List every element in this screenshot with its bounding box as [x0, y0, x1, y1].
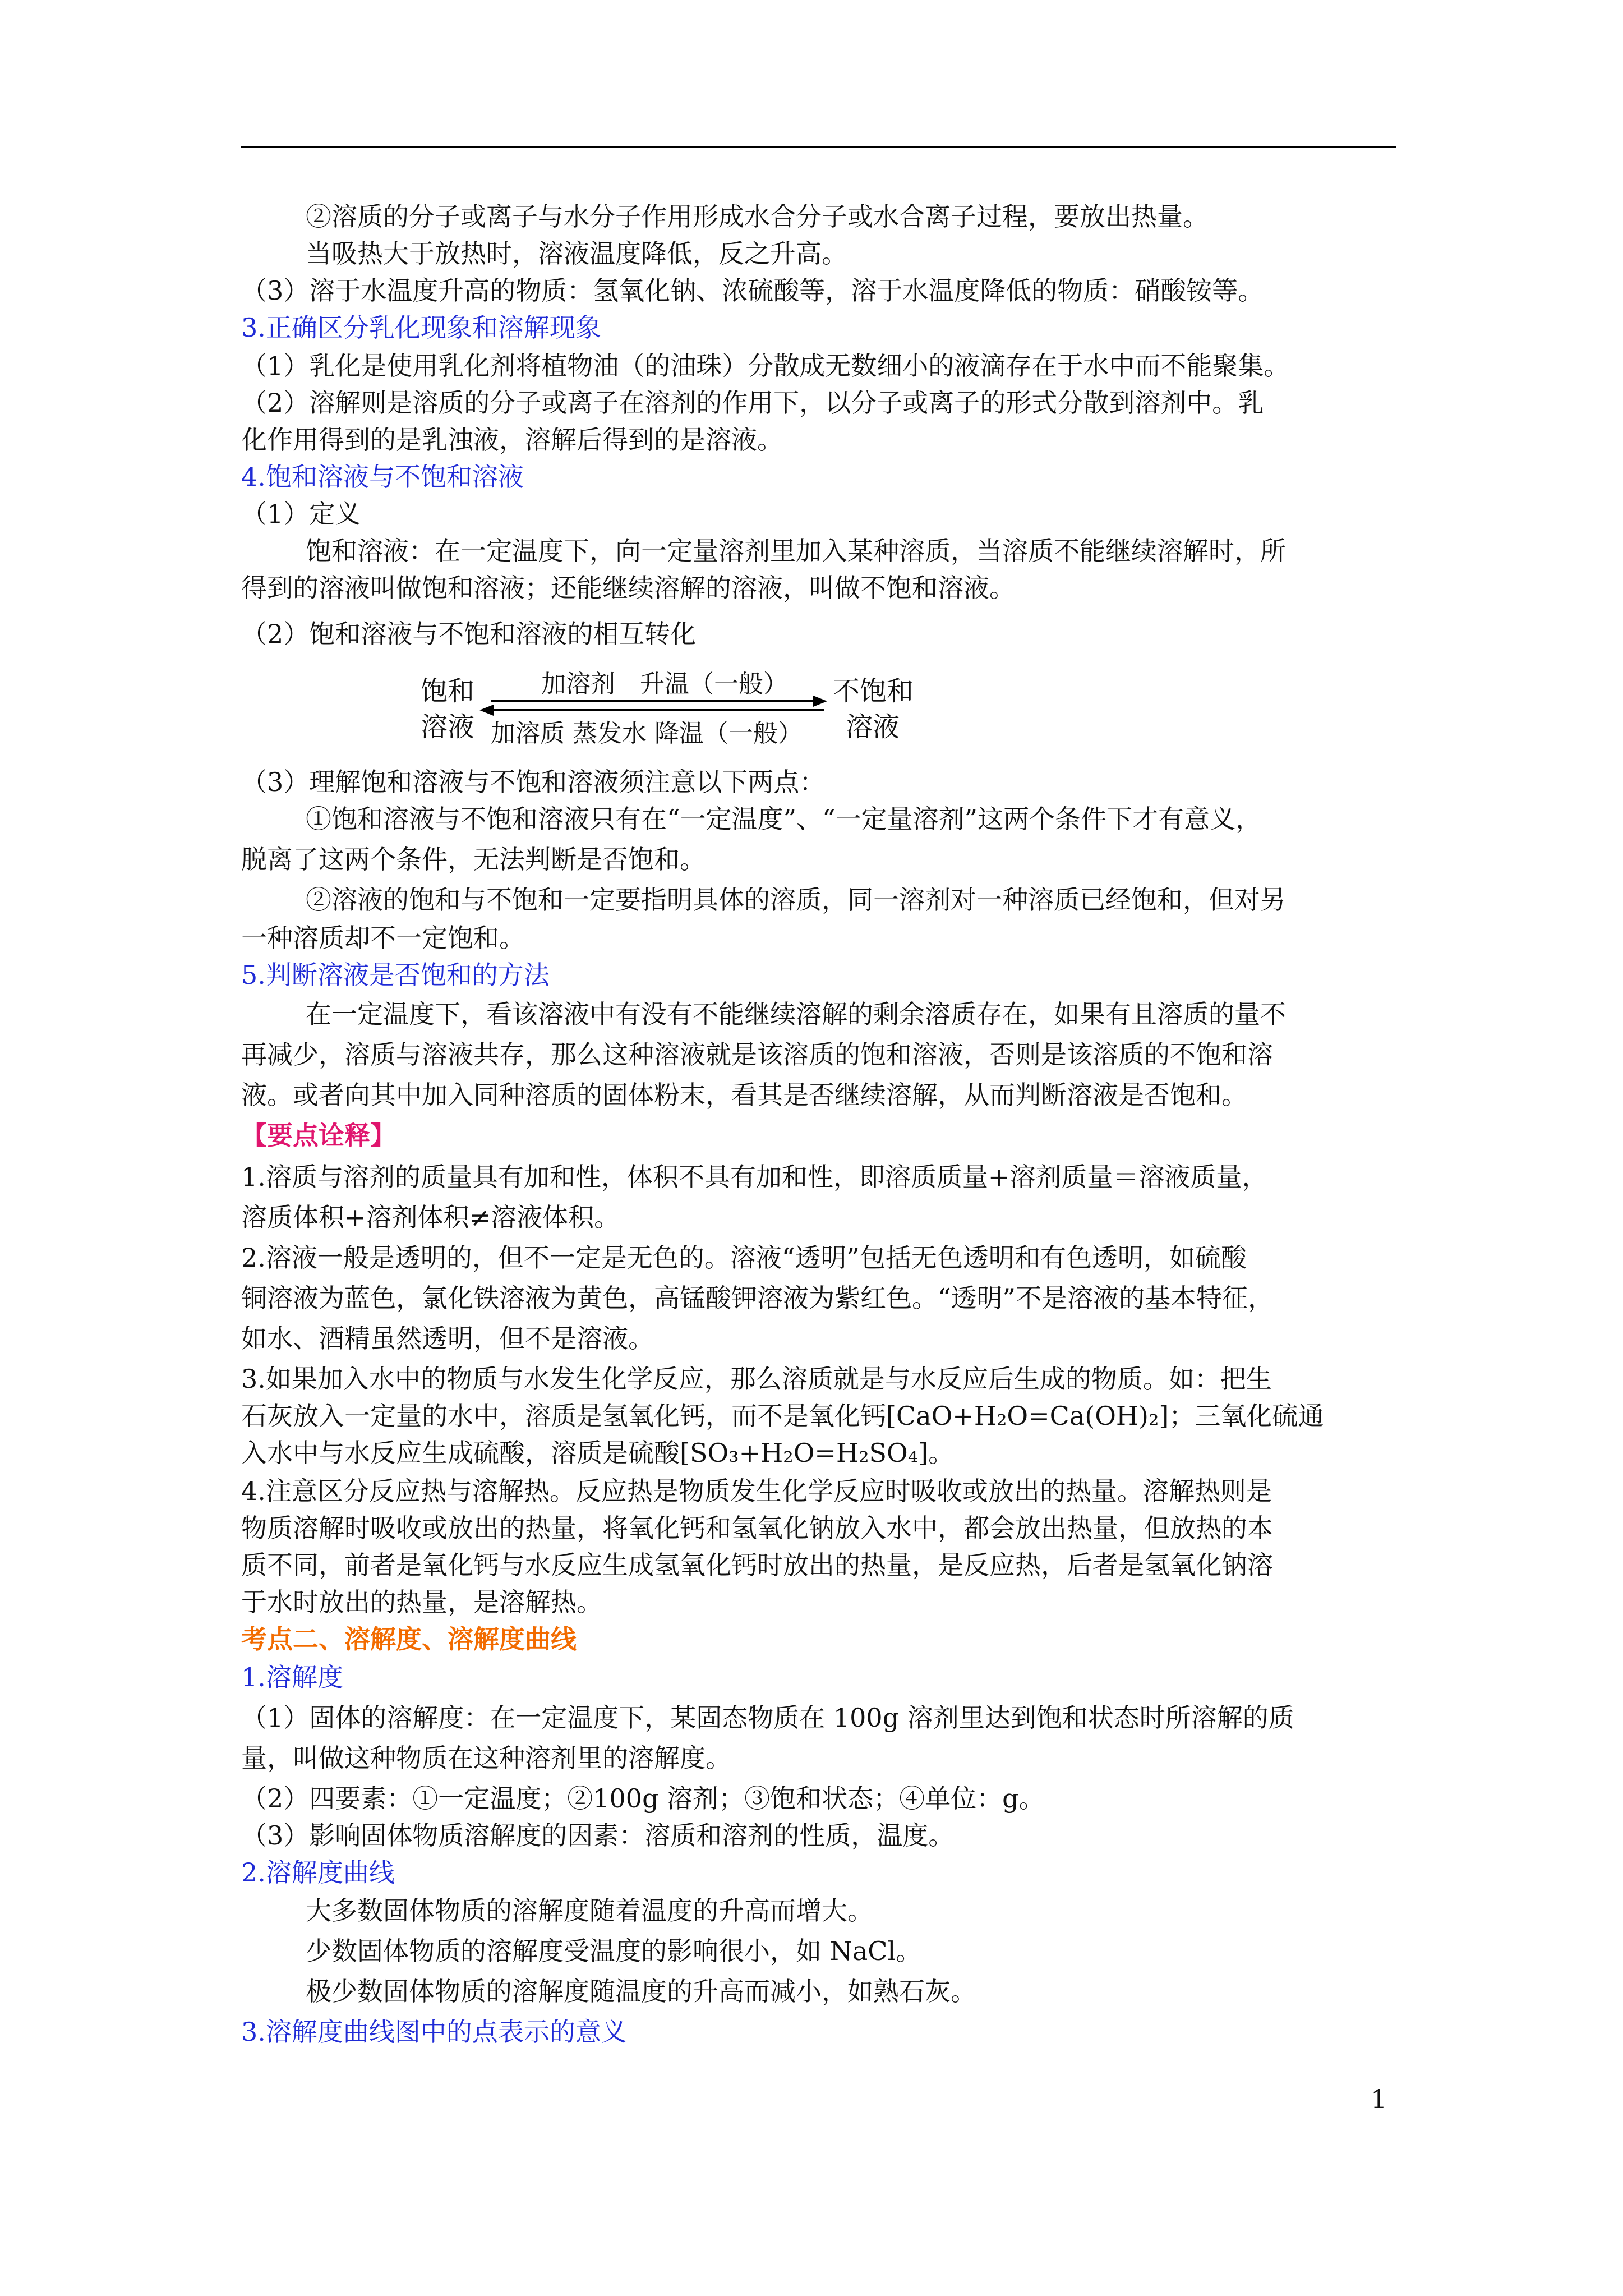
text-line: （1）固体的溶解度：在一定温度下，某固态物质在 100g 溶剂里达到饱和状态时所溶解的质: [241, 1703, 1294, 1733]
section-heading: 2.溶解度曲线: [241, 1857, 395, 1888]
text-line: （1）定义: [241, 499, 361, 529]
conversion-diagram: [421, 668, 925, 752]
text-line: 入水中与水反应生成硫酸，溶质是硫酸[SO₃+H₂O=H₂SO₄]。: [241, 1438, 955, 1468]
text-line: 石灰放入一定量的水中，溶质是氢氧化钙，而不是氧化钙[CaO+H₂O=Ca(OH)₂]；三氧化硫通: [241, 1401, 1324, 1431]
saturated-label-bottom: 溶液: [421, 711, 475, 743]
text-line: 物质溶解时吸收或放出的热量，将氧化钙和氢氧化钠放入水中，都会放出热量，但放热的本: [241, 1513, 1273, 1543]
text-line: ②溶质的分子或离子与水分子作用形成水合分子或水合离子过程，要放出热量。: [306, 201, 1209, 232]
text-line: 铜溶液为蓝色，氯化铁溶液为黄色，高锰酸钾溶液为紫红色。“透明”不是溶液的基本特征，: [241, 1283, 1274, 1313]
text-line: （2）四要素：①一定温度；②100g 溶剂；③饱和状态；④单位：g。: [241, 1783, 1045, 1814]
section-heading: 3.正确区分乳化现象和溶解现象: [241, 312, 601, 343]
text-line: 再减少，溶质与溶液共存，那么这种溶液就是该溶质的饱和溶液，否则是该溶质的不饱和溶: [241, 1039, 1273, 1070]
text-line: （3）溶于水温度升高的物质：氢氧化钠、浓硫酸等，溶于水温度降低的物质：硝酸铵等。: [241, 275, 1264, 306]
text-line: 3.如果加入水中的物质与水发生化学反应，那么溶质就是与水反应后生成的物质。如：把生: [241, 1364, 1272, 1394]
text-line: 溶质体积+溶剂体积≠溶液体积。: [241, 1202, 620, 1232]
page-number: 1: [1371, 2084, 1387, 2114]
text-line: 如水、酒精虽然透明，但不是溶液。: [241, 1323, 654, 1354]
text-line: 少数固体物质的溶解度受温度的影响很小，如 NaCl。: [306, 1936, 922, 1966]
text-line: （3）影响固体物质溶解度的因素：溶质和溶剂的性质，温度。: [241, 1820, 955, 1851]
text-line: （2）饱和溶液与不饱和溶液的相互转化: [241, 619, 697, 649]
text-line: （3）理解饱和溶液与不饱和溶液须注意以下两点：: [241, 767, 826, 797]
text-line: 饱和溶液：在一定温度下，向一定量溶剂里加入某种溶质，当溶质不能继续溶解时，所: [306, 536, 1286, 566]
text-line: 1.溶质与溶剂的质量具有加和性，体积不具有加和性，即溶质质量+溶剂质量＝溶液质量，: [241, 1162, 1268, 1192]
text-line: （1）乳化是使用乳化剂将植物油（的油珠）分散成无数细小的液滴存在于水中而不能聚集。: [241, 351, 1290, 381]
saturated-label-top: 饱和: [421, 675, 475, 707]
text-line: 化作用得到的是乳浊液，溶解后得到的是溶液。: [241, 425, 783, 455]
text-line: ①饱和溶液与不饱和溶液只有在“一定温度”、“一定量溶剂”这两个条件下才有意义，: [306, 804, 1262, 834]
text-line: ②溶液的饱和与不饱和一定要指明具体的溶质，同一溶剂对一种溶质已经饱和，但对另: [306, 885, 1286, 915]
header-rule: [241, 146, 1396, 148]
text-line: 一种溶质却不一定饱和。: [241, 923, 525, 953]
text-line: 2.溶液一般是透明的，但不一定是无色的。溶液“透明”包括无色透明和有色透明，如硫酸: [241, 1243, 1247, 1273]
text-line: （2）溶解则是溶质的分子或离子在溶剂的作用下，以分子或离子的形式分散到溶剂中。乳: [241, 388, 1264, 418]
text-line: 在一定温度下，看该溶液中有没有不能继续溶解的剩余溶质存在，如果有且溶质的量不: [306, 999, 1286, 1029]
text-line: 得到的溶液叫做饱和溶液；还能继续溶解的溶液，叫做不饱和溶液。: [241, 573, 1015, 603]
text-line: 于水时放出的热量，是溶解热。: [241, 1587, 602, 1617]
backward-condition: 加溶质 蒸发水 降温（一般）: [491, 719, 803, 748]
topic-heading: 考点二、溶解度、溶解度曲线: [241, 1624, 577, 1654]
text-line: 量，叫做这种物质在这种溶剂里的溶解度。: [241, 1743, 731, 1773]
unsaturated-label-bottom: 溶液: [846, 711, 900, 743]
key-points-heading: 【要点诠释】: [241, 1120, 396, 1151]
text-line: 质不同，前者是氧化钙与水反应生成氢氧化钙时放出的热量，是反应热，后者是氢氧化钠溶: [241, 1550, 1273, 1580]
section-heading: 3.溶解度曲线图中的点表示的意义: [241, 2017, 627, 2047]
text-line: 液。或者向其中加入同种溶质的固体粉末，看其是否继续溶解，从而判断溶液是否饱和。: [241, 1080, 1247, 1110]
text-line: 极少数固体物质的溶解度随温度的升高而减小，如熟石灰。: [306, 1976, 976, 2007]
text-line: 大多数固体物质的溶解度随着温度的升高而增大。: [306, 1895, 873, 1926]
text-line: 当吸热大于放热时，溶液温度降低，反之升高。: [306, 238, 847, 269]
forward-condition: 加溶剂 升温（一般）: [541, 670, 788, 698]
section-heading: 5.判断溶液是否饱和的方法: [241, 960, 550, 990]
unsaturated-label-top: 不饱和: [833, 675, 914, 707]
text-line: 脱离了这两个条件，无法判断是否饱和。: [241, 844, 706, 875]
section-heading: 1.溶解度: [241, 1662, 343, 1692]
section-heading: 4.饱和溶液与不饱和溶液: [241, 462, 524, 492]
text-line: 4.注意区分反应热与溶解热。反应热是物质发生化学反应时吸收或放出的热量。溶解热则是: [241, 1476, 1272, 1506]
